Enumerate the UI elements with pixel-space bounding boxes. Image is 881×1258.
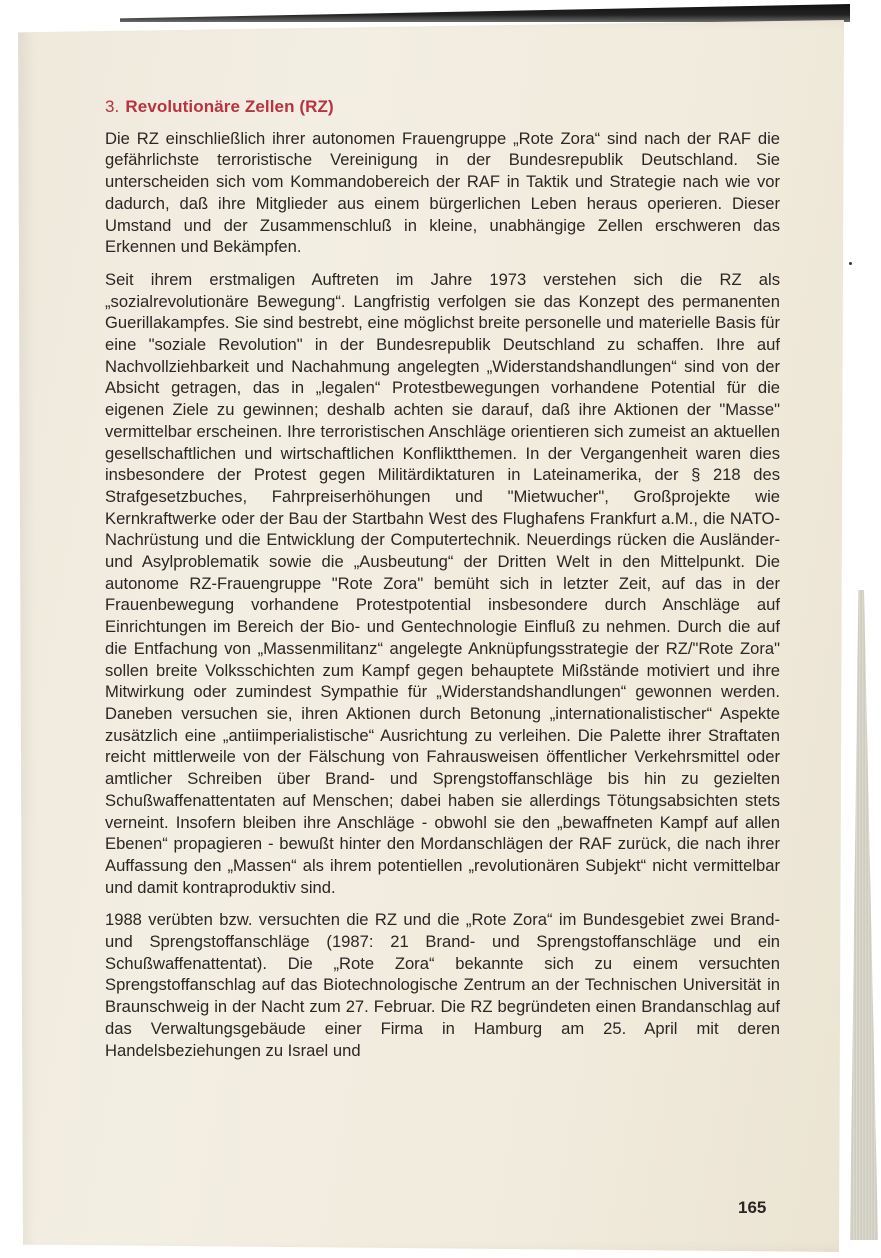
page-top-edge-shadow	[120, 4, 850, 22]
paragraph-2: Seit ihrem erstmaligen Auftreten im Jahre 1973 verstehen sich die RZ als „sozialrevolutionäre Bewegung“. Langfristig verfolgen sie das Konzept des permanenten Guerillakampfes. Sie sind bestrebt, eine möglichst breite personelle und materielle Basis für eine "soziale Revolution" in der Bundesrepublik Deutschland zu schaffen. Ihre auf Nachvollziehbarkeit und Nachahmung angelegten „Widerstandshandlungen“ sind von der Absicht getragen, das in „legalen“ Protestbewegungen vorhandene Potential für die eigenen Ziele zu gewinnen; deshalb achten sie darauf, daß ihre Aktionen der "Masse" vermittelbar erscheinen. Ihre terroristischen Anschläge orientieren sich zumeist an aktuellen gesellschaftlichen und wirtschaftlichen Konfliktthemen. In der Vergangenheit waren dies insbesondere der Protest gegen Militärdiktaturen in Lateinamerika, der § 218 des Strafgesetzbuches, Fahrpreiserhöhungen und "Mietwucher", Großprojekte wie Kernkraftwerke oder der Bau der Startbahn West des Flughafens Frankfurt a.M., die NATO-Nachrüstung und die Entwicklung der Computertechnik. Neuerdings rücken die Ausländer- und Asylproblematik sowie die „Ausbeutung“ der Dritten Welt in den Mittelpunkt. Die autonome RZ-Frauengruppe "Rote Zora" bemüht sich in letzter Zeit, auf das in der Frauenbewegung vorhandene Protestpotential insbesondere durch Anschläge auf Einrichtungen im Bereich der Bio- und Gentechnologie Einfluß zu nehmen. Durch die auf die Entfachung von „Massenmilitanz“ angelegte Anknüpfungsstrategie der RZ/"Rote Zora" sollen breite Volksschichten zum Kampf gegen behauptete Mißstände motiviert und ihre Mitwirkung oder zumindest Sympathie für „Widerstandshandlungen“ gewonnen werden. Daneben versuchen sie, ihren Aktionen durch Betonung „internationalistischer“ Aspekte zusätzlich eine „antiimperialistische“ Ausrichtung zu verleihen. Die Palette ihrer Straftaten reicht mittlerweile von der Fälschung von Fahrausweisen öffentlicher Verkehrsmittel oder amtlicher Schreiben über Brand- und Sprengstoffanschläge bis hin zu gezielten Schußwaffenattentaten auf Menschen; dabei haben sie allerdings Tötungsabsichten stets verneint. Insofern bleiben ihre Anschläge - obwohl sie den „bewaffneten Kampf auf allen Ebenen“ propagieren - bewußt hinter den Mordanschlägen der RAF zurück, die nach ihrer Auffassung den „Massen“ als ihrem potentiellen „revolutionären Subjekt“ nicht vermittelbar und damit kontraproduktiv sind.	[105, 269, 780, 897]
section-title: Revolutionäre Zellen (RZ)	[125, 97, 334, 116]
section-heading	[105, 96, 780, 118]
section-number: 3.	[105, 97, 120, 116]
paragraph-3: 1988 verübten bzw. versuchten die RZ und die „Rote Zora“ im Bundesgebiet zwei Brand- und Sprengstoffanschläge (1987: 21 Brand- und Sprengstoffanschläge und ein Schußwaffenattentat). Die „Rote Zora“ bekannte sich zu einem versuchten Sprengstoffanschlag auf das Biotechnologische Zentrum an der Technischen Universität in Braunschweig in der Nacht zum 27. Februar. Die RZ begründeten einen Brandanschlag auf das Verwaltungsgebäude einer Firma in Hamburg am 25. April mit deren Handelsbeziehungen zu Israel und	[105, 910, 780, 1060]
page-number: 165	[738, 1198, 767, 1217]
page-stack-edge	[850, 590, 878, 1240]
paragraph-1: Die RZ einschließlich ihrer autonomen Frauengruppe „Rote Zora“ sind nach der RAF die gefährlichste terroristische Vereinigung in der Bundesrepublik Deutschland. Sie unterscheiden sich vom Kommandobereich der RAF in Taktik und Strategie nach wie vor dadurch, daß ihre Mitglieder aus einem bürgerlichen Leben heraus operieren. Dieser Umstand und der Zusammenschluß in kleine, unabhängige Zellen erschweren das Erkennen und Bekämpfen.	[105, 128, 780, 257]
scan-speck	[849, 262, 852, 265]
page-content	[105, 96, 780, 1072]
